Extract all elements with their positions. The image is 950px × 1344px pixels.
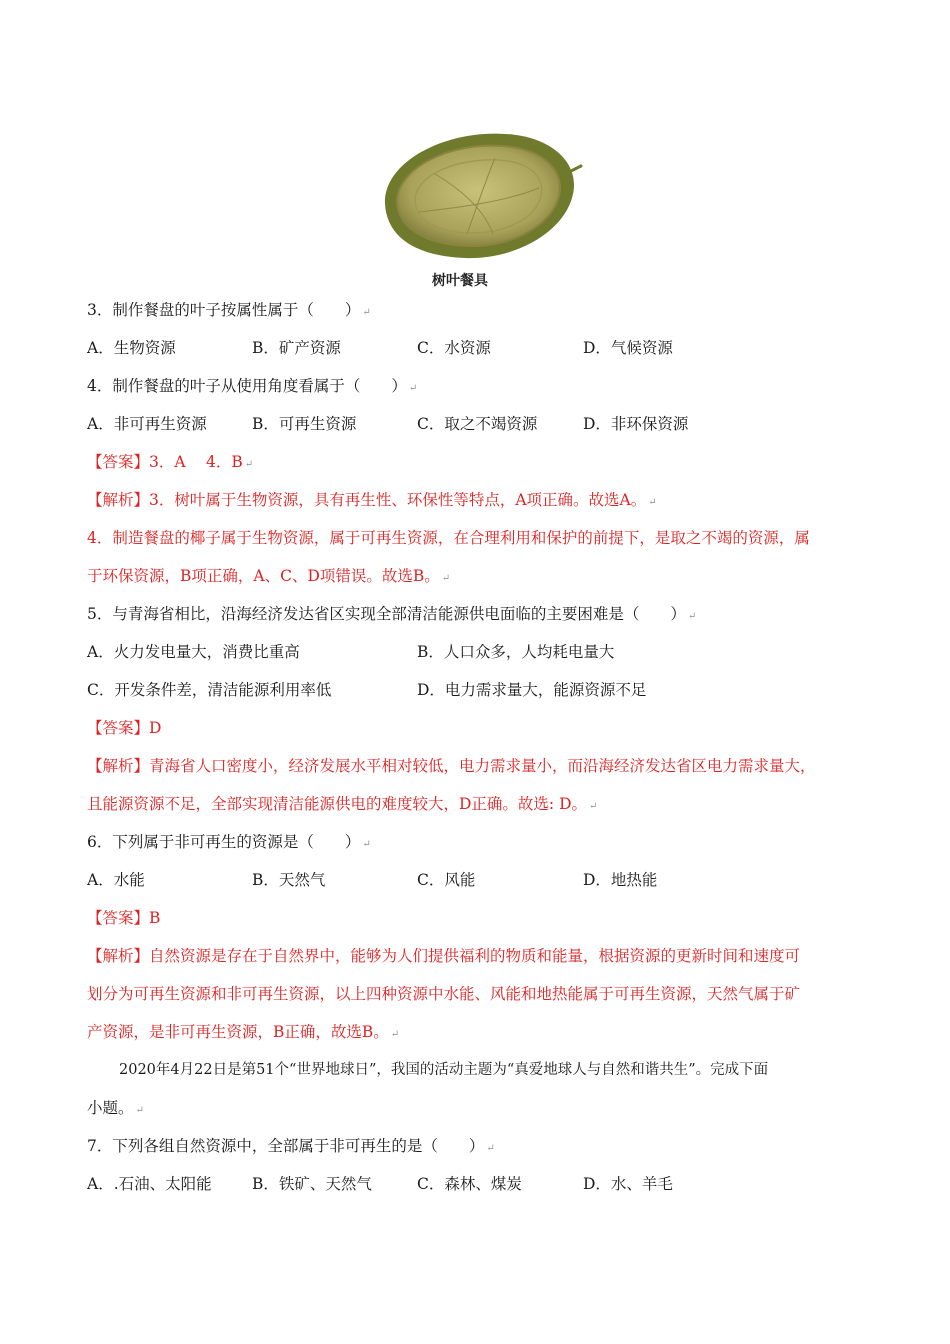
question-7-option-c[interactable]: C．森林、煤炭 bbox=[417, 1175, 522, 1193]
question-5-option-b[interactable]: B．人口众多，人均耗电量大 bbox=[417, 643, 615, 661]
question-3-stem: 3．制作餐盘的叶子按属性属于（ ） ↵ bbox=[87, 301, 371, 319]
question-3-option-a[interactable]: A．生物资源 bbox=[87, 339, 176, 357]
question-4-option-c[interactable]: C．取之不竭资源 bbox=[417, 415, 538, 433]
answer-6: 【答案】B bbox=[87, 909, 161, 927]
question-5-option-c[interactable]: C．开发条件差，清洁能源利用率低 bbox=[87, 681, 332, 699]
question-4-option-a[interactable]: A．非可再生资源 bbox=[87, 415, 207, 433]
analysis-5-line-1: 【解析】青海省人口密度小，经济发展水平相对较低，电力需求量小，而沿海经济发达省区电力需求量大， bbox=[87, 757, 816, 775]
question-3-option-d[interactable]: D．气候资源 bbox=[583, 339, 673, 357]
analysis-6-line-3: 产资源，是非可再生资源，B正确，故选B。 ↵ bbox=[87, 1023, 400, 1041]
figure-caption: 树叶餐具 bbox=[432, 273, 488, 289]
question-4-option-d[interactable]: D．非环保资源 bbox=[583, 415, 689, 433]
leaf-plate-image bbox=[375, 122, 585, 272]
analysis-6-line-2: 划分为可再生资源和非可再生资源，以上四种资源中水能、风能和地热能属于可再生资源，天然气属于矿 bbox=[87, 985, 801, 1003]
question-5-option-d[interactable]: D．电力需求量大，能源资源不足 bbox=[417, 681, 647, 699]
question-4-option-b[interactable]: B．可再生资源 bbox=[252, 415, 357, 433]
question-5-stem: 5．与青海省相比，沿海经济发达省区实现全部清洁能源供电面临的主要困难是（ ） ↵ bbox=[87, 605, 697, 623]
question-6-option-a[interactable]: A．水能 bbox=[87, 871, 145, 889]
question-3-option-b[interactable]: B．矿产资源 bbox=[252, 339, 341, 357]
analysis-4-line-2: 于环保资源，B项正确，A、C、D项错误。故选B。 ↵ bbox=[87, 567, 451, 585]
question-6-option-c[interactable]: C．风能 bbox=[417, 871, 476, 889]
question-7-stem: 7．下列各组自然资源中，全部属于非可再生的是（ ） ↵ bbox=[87, 1137, 495, 1155]
intro-line-2: 小题。 ↵ bbox=[87, 1099, 144, 1117]
analysis-5-line-2: 且能源资源不足，全部实现清洁能源供电的难度较大，D正确。故选: D。 ↵ bbox=[87, 795, 598, 813]
analysis-4-line-1: 4．制造餐盘的椰子属于生物资源，属于可再生资源，在合理利用和保护的前提下，是取之不竭的资源，属 bbox=[87, 529, 810, 547]
question-6-option-d[interactable]: D．地热能 bbox=[583, 871, 658, 889]
question-7-option-d[interactable]: D．水、羊毛 bbox=[583, 1175, 673, 1193]
question-6-stem: 6．下列属于非可再生的资源是（ ） ↵ bbox=[87, 833, 371, 851]
question-6-option-b[interactable]: B．天然气 bbox=[252, 871, 326, 889]
answer-5: 【答案】D bbox=[87, 719, 162, 737]
question-7-option-b[interactable]: B．铁矿、天然气 bbox=[252, 1175, 372, 1193]
analysis-3: 【解析】3．树叶属于生物资源，具有再生性、环保性等特点，A项正确。故选A。 ↵ bbox=[87, 491, 657, 509]
question-7-option-a[interactable]: A．.石油、太阳能 bbox=[87, 1175, 212, 1193]
analysis-6-line-1: 【解析】自然资源是存在于自然界中，能够为人们提供福利的物质和能量，根据资源的更新时间和速度可 bbox=[87, 947, 801, 965]
leaf-plate-figure bbox=[375, 122, 585, 292]
intro-line-1: 2020年4月22日是第51个“世界地球日”，我国的活动主题为“真爱地球人与自然和谐共生”。完成下面 bbox=[119, 1062, 769, 1078]
question-5-option-a[interactable]: A．火力发电量大，消费比重高 bbox=[87, 643, 300, 661]
question-3-option-c[interactable]: C．水资源 bbox=[417, 339, 491, 357]
answer-3-4: 【答案】3．A 4．B ↵ bbox=[87, 453, 254, 471]
question-4-stem: 4．制作餐盘的叶子从使用角度看属于（ ） ↵ bbox=[87, 377, 418, 395]
